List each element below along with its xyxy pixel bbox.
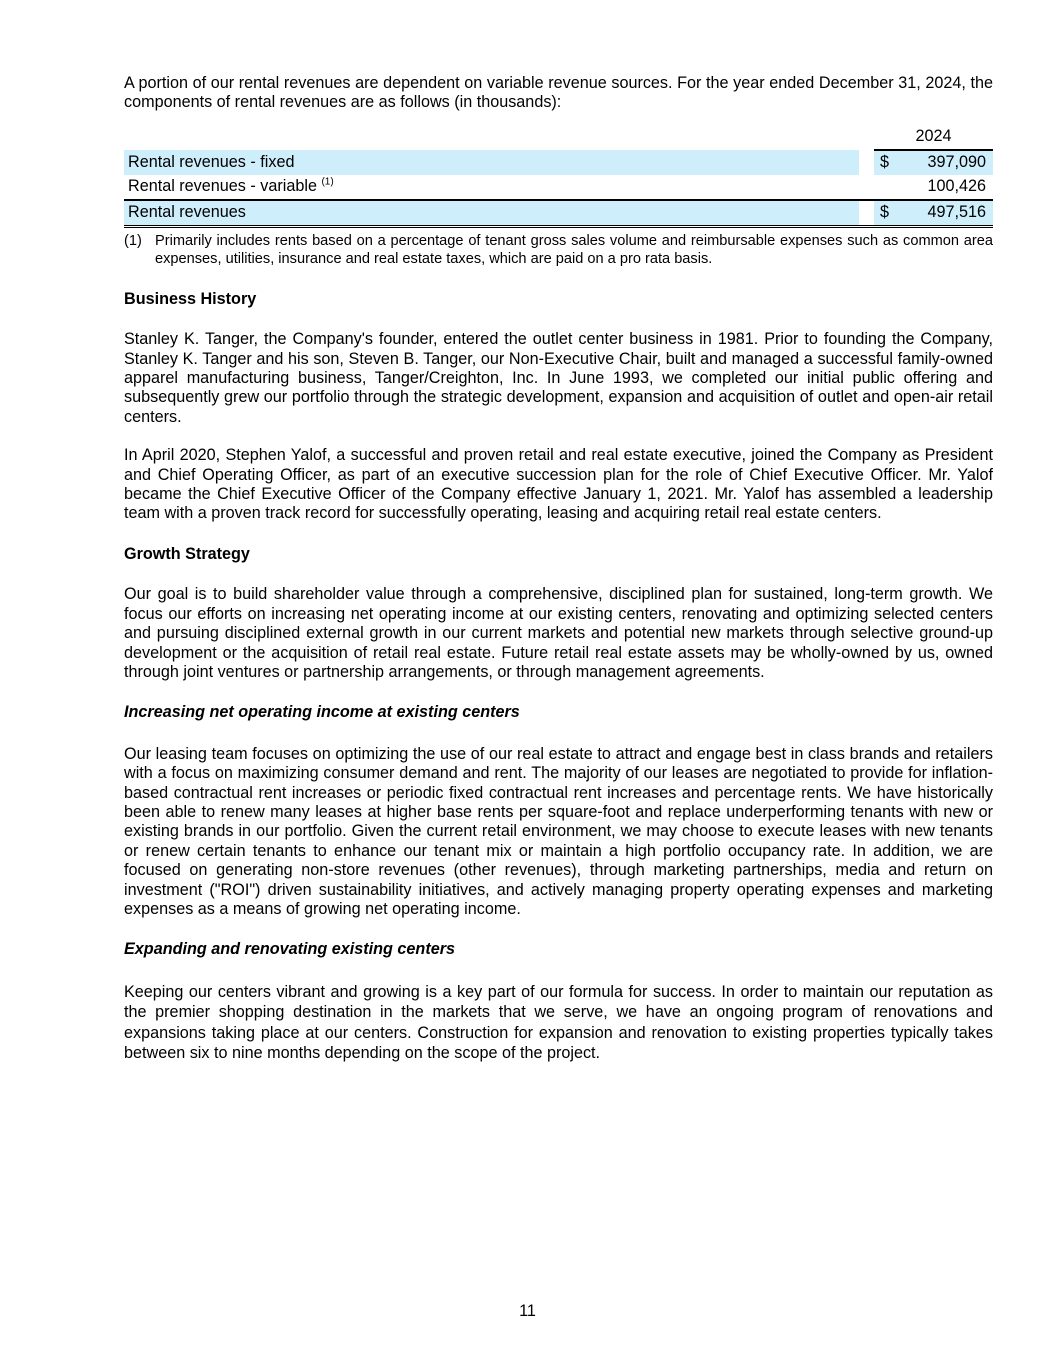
noi-paragraph: Our leasing team focuses on optimizing the use of our real estate to attract and engage best in class brands and retailers with a focus on maximizing consumer demand and rent. The majority of our leases are negotiated to provide for inflation-based contractual rent increases or periodic fixed contractual rent increases and percentage rents. We have historically been able to renew many leases at higher base rents per square-foot and replace underperforming tenants with new or existing brands in our portfolio. Given the current retail environment, we may choose to execute leases with new tenants or renew certain tenants to enhance our tenant mix or maintain a high portfolio occupancy rate. In addition, we are focused on generating non-store revenues (other revenues), through marketing partnerships, media and return on investment ("ROI") driven sustainability initiatives, and actively managing property operating expenses and marketing expenses as a means of growing net operating income. [124,744,993,918]
business-history-heading: Business History [124,289,257,308]
footnote-text: Primarily includes rents based on a percentage of tenant gross sales volume and reimbursable expenses such as common area expenses, utilities, insurance and real estate taxes, which are paid on a pro rata basis. [155,232,993,267]
business-history-paragraph-2: In April 2020, Stephen Yalof, a successful and proven retail and real estate executive, joined the Company as President and Chief Operating Officer, as part of an executive succession plan for the role of Chief Executive Officer. Mr. Yalof became the Chief Executive Officer of the Company effective January 1, 2021. Mr. Yalof has assembled a leadership team with a proven track record for successfully operating, leasing and acquiring retail real estate centers. [124,446,993,523]
footnote-reference: (1) [321,176,334,188]
table-header-row [124,125,993,150]
row-value: 397,090 [896,150,993,175]
row-value: 497,516 [896,200,993,227]
growth-strategy-heading: Growth Strategy [124,544,250,563]
row-label: Rental revenues [124,200,859,227]
table-row-fixed [124,150,993,175]
noi-heading: Increasing net operating income at existing centers [124,703,520,722]
table-footnote [124,232,993,268]
intro-paragraph: A portion of our rental revenues are dependent on variable revenue sources. For the year ended December 31, 2024, the components of rental revenues are as follows (in thousands): [124,74,993,112]
page-number: 11 [519,1302,536,1320]
table-row-variable [124,175,993,200]
currency-symbol: $ [874,200,896,227]
currency-symbol: $ [874,150,896,175]
currency-symbol [874,175,896,200]
growth-strategy-paragraph: Our goal is to build shareholder value through a comprehensive, disciplined plan for sustained, long-term growth. We focus our efforts on increasing net operating income at our existing centers, renovating and optimizing selected centers and pursuing disciplined external growth in our current markets and potential new markets through selective ground-up development or the acquisition of retail real estate. Future retail real estate assets may be wholly-owned by us, owned through joint ventures or partnership arrangements, or through management agreements. [124,585,993,681]
footnote-mark: (1) [124,232,142,249]
business-history-paragraph-1: Stanley K. Tanger, the Company's founder, entered the outlet center business in 1981. Prior to founding the Company, Stanley K. Tanger and his son, Steven B. Tanger, our Non-Executive Chair, built and managed a successful family-owned apparel manufacturing business, Tanger/Creighton, Inc. In June 1993, we completed our initial public offering and subsequently grew our portfolio through the strategic development, expansion and acquisition of outlet and open-air retail centers. [124,330,993,426]
row-label-text: Rental revenues - variable [128,177,317,196]
row-label: Rental revenues - fixed [124,150,859,175]
row-label [124,175,859,200]
year-column-header: 2024 [874,125,993,150]
expanding-paragraph: Keeping our centers vibrant and growing is a key part of our formula for success. In order to maintain our reputation as the premier shopping destination in the markets that we serve, we have an ongoing program of renovations and expansions taking place at our centers. Construction for expansion and renovation to existing properties typically takes between six to nine months depending on the scope of the project. [124,982,993,1062]
document-page [124,74,993,1063]
table-row-total [124,200,993,227]
rental-revenues-table [124,125,993,228]
row-value: 100,426 [927,177,986,196]
expanding-heading: Expanding and renovating existing centers [124,940,456,959]
